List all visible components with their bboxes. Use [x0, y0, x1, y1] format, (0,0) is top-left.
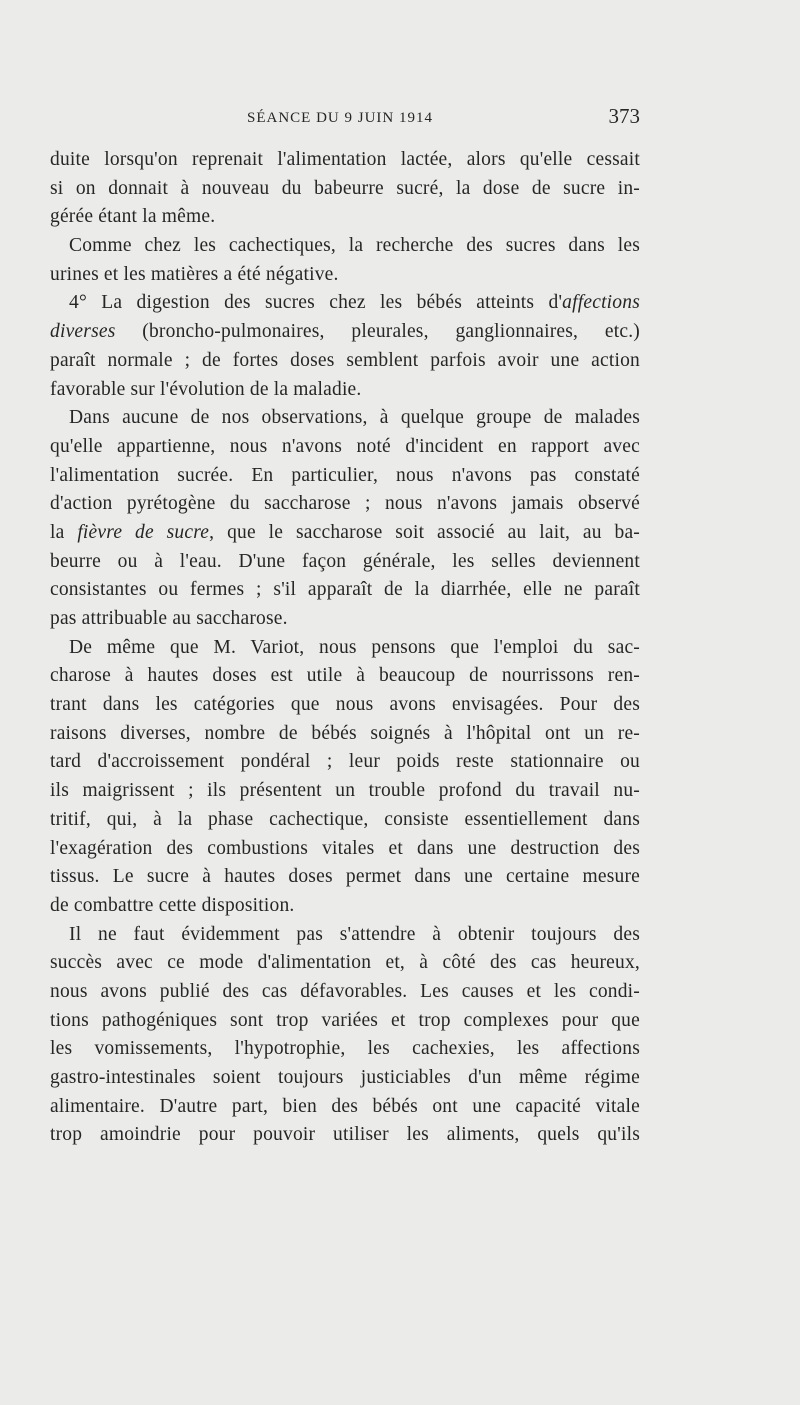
text-line: [50, 146, 640, 175]
text-line: [50, 1093, 640, 1122]
text-line: [50, 634, 640, 663]
italic-text: fièvre de sucre: [77, 521, 210, 543]
text-line: [50, 835, 640, 864]
text-line: [50, 289, 640, 318]
text-segment: charose à hautes doses est utile à beaucoup de nourrissons ren-: [50, 665, 640, 687]
text-line: [50, 433, 640, 462]
text-segment: 4° La digestion des sucres chez les bébés atteints d': [69, 292, 563, 314]
running-title: SÉANCE DU 9 JUIN 1914: [247, 110, 433, 126]
text-line: [50, 806, 640, 835]
text-segment: tard d'accroissement pondéral ; leur poids reste stationnaire ou: [50, 751, 640, 773]
text-line: [50, 1007, 640, 1036]
text-line: [50, 376, 640, 405]
text-segment: qu'elle appartienne, nous n'avons noté d'incident en rapport avec: [50, 435, 640, 457]
text-line: [50, 232, 640, 261]
text-segment: d'action pyrétogène du saccharose ; nous n'avons jamais observé: [50, 493, 640, 515]
text-segment: nous avons publié des cas défavorables. Les causes et les condi-: [50, 980, 640, 1002]
text-line: [50, 261, 640, 290]
text-line: [50, 519, 640, 548]
text-line: [50, 1035, 640, 1064]
text-segment: ils maigrissent ; ils présentent un trouble profond du travail nu-: [50, 780, 640, 802]
text-segment: gastro-intestinales soient toujours justiciables d'un même régime: [50, 1067, 640, 1088]
text-line: [50, 1121, 640, 1150]
text-segment: trant dans les catégories que nous avons envisagées. Pour des: [50, 694, 640, 716]
text-line: [50, 949, 640, 978]
text-segment: Il ne faut évidemment pas s'attendre à obtenir toujours des: [69, 923, 640, 945]
text-segment: De même que M. Variot, nous pensons que l'emploi du sac-: [69, 636, 640, 658]
text-line: [50, 203, 640, 232]
text-line: [50, 720, 640, 749]
text-segment: (broncho-pulmonaires, pleurales, ganglionnaires, etc.): [115, 321, 640, 343]
text-line: [50, 921, 640, 950]
text-line: [50, 892, 640, 921]
text-line: [50, 1064, 640, 1093]
text-segment: gérée étant la même.: [50, 206, 216, 228]
text-line: [50, 863, 640, 892]
text-segment: consistantes ou fermes ; s'il apparaît de la diarrhée, elle ne paraît: [50, 579, 640, 601]
text-segment: la: [50, 521, 78, 543]
text-segment: duite lorsqu'on reprenait l'alimentation lactée, alors qu'elle cessait: [50, 149, 640, 170]
text-segment: l'exagération des combustions vitales et dans une destruction des: [50, 837, 640, 859]
text-line: [50, 347, 640, 376]
text-segment: raisons diverses, nombre de bébés soignés à l'hôpital ont un re-: [50, 722, 640, 744]
text-segment: urines et les matières a été négative.: [50, 263, 339, 285]
text-segment: , que le saccharose soit associé au lait, au ba-: [209, 521, 640, 543]
text-segment: si on donnait à nouveau du babeurre sucré, la dose de sucre in-: [50, 177, 640, 199]
text-segment: de combattre cette disposition.: [50, 894, 295, 916]
italic-text: diverses: [50, 321, 116, 343]
text-line: [50, 748, 640, 777]
text-segment: l'alimentation sucrée. En particulier, nous n'avons pas constaté: [50, 464, 640, 486]
text-segment: Comme chez les cachectiques, la recherche des sucres dans les: [69, 235, 640, 257]
text-segment: trop amoindrie pour pouvoir utiliser les aliments, quels qu'ils: [50, 1124, 640, 1146]
text-segment: tritif, qui, à la phase cachectique, consiste essentiellement dans: [50, 808, 640, 830]
text-line: [50, 691, 640, 720]
text-line: [50, 605, 640, 634]
italic-text: affections: [562, 292, 640, 314]
text-line: [50, 462, 640, 491]
body-text: [50, 146, 640, 1150]
text-line: [50, 576, 640, 605]
text-segment: alimentaire. D'autre part, bien des bébés ont une capacité vitale: [50, 1095, 640, 1117]
text-segment: paraît normale ; de fortes doses semblent parfois avoir une action: [50, 349, 640, 371]
text-line: [50, 404, 640, 433]
text-segment: tissus. Le sucre à hautes doses permet dans une certaine mesure: [50, 866, 640, 888]
text-segment: favorable sur l'évolution de la maladie.: [50, 378, 362, 400]
text-line: [50, 777, 640, 806]
text-line: [50, 662, 640, 691]
text-line: [50, 978, 640, 1007]
text-segment: tions pathogéniques sont trop variées et trop complexes pour que: [50, 1009, 640, 1031]
text-line: [50, 175, 640, 204]
text-segment: beurre ou à l'eau. D'une façon générale, les selles deviennent: [50, 550, 640, 572]
text-line: [50, 490, 640, 519]
text-segment: les vomissements, l'hypotrophie, les cachexies, les affections: [50, 1038, 640, 1060]
page-header: [50, 104, 640, 134]
text-line: [50, 318, 640, 347]
text-segment: succès avec ce mode d'alimentation et, à côté des cas heureux,: [50, 952, 640, 974]
page-number: 373: [608, 104, 640, 128]
text-segment: Dans aucune de nos observations, à quelque groupe de malades: [69, 407, 640, 429]
text-segment: pas attribuable au saccharose.: [50, 608, 288, 629]
text-line: [50, 548, 640, 577]
